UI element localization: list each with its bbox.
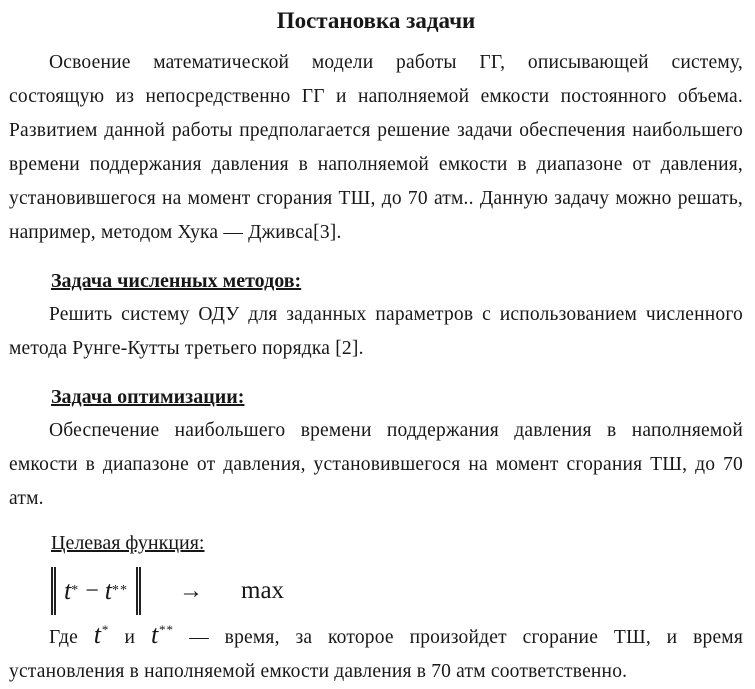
intro-paragraph (9, 46, 743, 250)
intro-line: установившегося на момент сгорания ТШ, до 70 атм.. Данную задачу можно решать, (9, 188, 743, 209)
inline-variable-t1: t (93, 620, 102, 649)
numerical-line: Решить систему ОДУ для заданных параметров с использованием численного (49, 304, 743, 325)
formula-max-target: max (241, 577, 285, 604)
minus-operator: − (85, 577, 99, 604)
where-line: установления в наполняемой емкости давления в 70 атм соответственно. (9, 661, 628, 682)
norm-bars: t * − t ** (51, 567, 141, 615)
where-paragraph (9, 618, 743, 689)
inline-superscript-t1: * (101, 622, 109, 637)
intro-line: времени поддержания давления в наполняемой емкости в диапазоне от давления, (9, 154, 743, 175)
section-heading-optimization: Задача оптимизации: (51, 386, 245, 408)
intro-line: Освоение математической модели работы ГГ, описывающей систему, (49, 52, 743, 73)
intro-line: состоящую из непосредственно ГГ и наполняемой емкости постоянного объема. (9, 86, 743, 107)
page-title: Постановка задачи (276, 8, 476, 33)
optimization-line: емкости в диапазоне от давления, установившегося на момент сгорания ТШ, до 70 (9, 454, 743, 475)
where-line (9, 618, 743, 655)
where-conjunction: и (124, 627, 136, 648)
objective-formula (51, 566, 743, 616)
intro-line: Развитием данной работы предполагается решение задачи обеспечения наибольшего (9, 120, 743, 141)
inline-math-t1 (93, 620, 109, 649)
where-prefix: Где (49, 627, 78, 648)
optimization-line: Обеспечение наибольшего времени поддержания давления в наполняемой (49, 420, 743, 441)
inline-math-t2 (150, 620, 174, 649)
formula-variable-t2: t (104, 576, 113, 605)
optimization-line: атм. (9, 488, 44, 509)
intro-line: например, методом Хука — Дживса[3]. (9, 222, 342, 243)
optimization-paragraph (9, 414, 743, 516)
numerical-methods-paragraph (9, 298, 743, 366)
section-heading-objective-function: Целевая функция: (51, 532, 205, 554)
inline-superscript-t2: ** (158, 622, 174, 637)
formula-variable-t1: t (64, 576, 72, 605)
section-heading-numerical-methods: Задача численных методов: (51, 270, 302, 292)
arrow-right-icon: → (179, 577, 204, 604)
where-text: — время, за которое произойдет сгорание ТШ, и время (189, 627, 744, 648)
numerical-line: метода Рунге-Кутты третьего порядка [2]. (9, 338, 364, 359)
inline-variable-t2: t (150, 620, 159, 649)
